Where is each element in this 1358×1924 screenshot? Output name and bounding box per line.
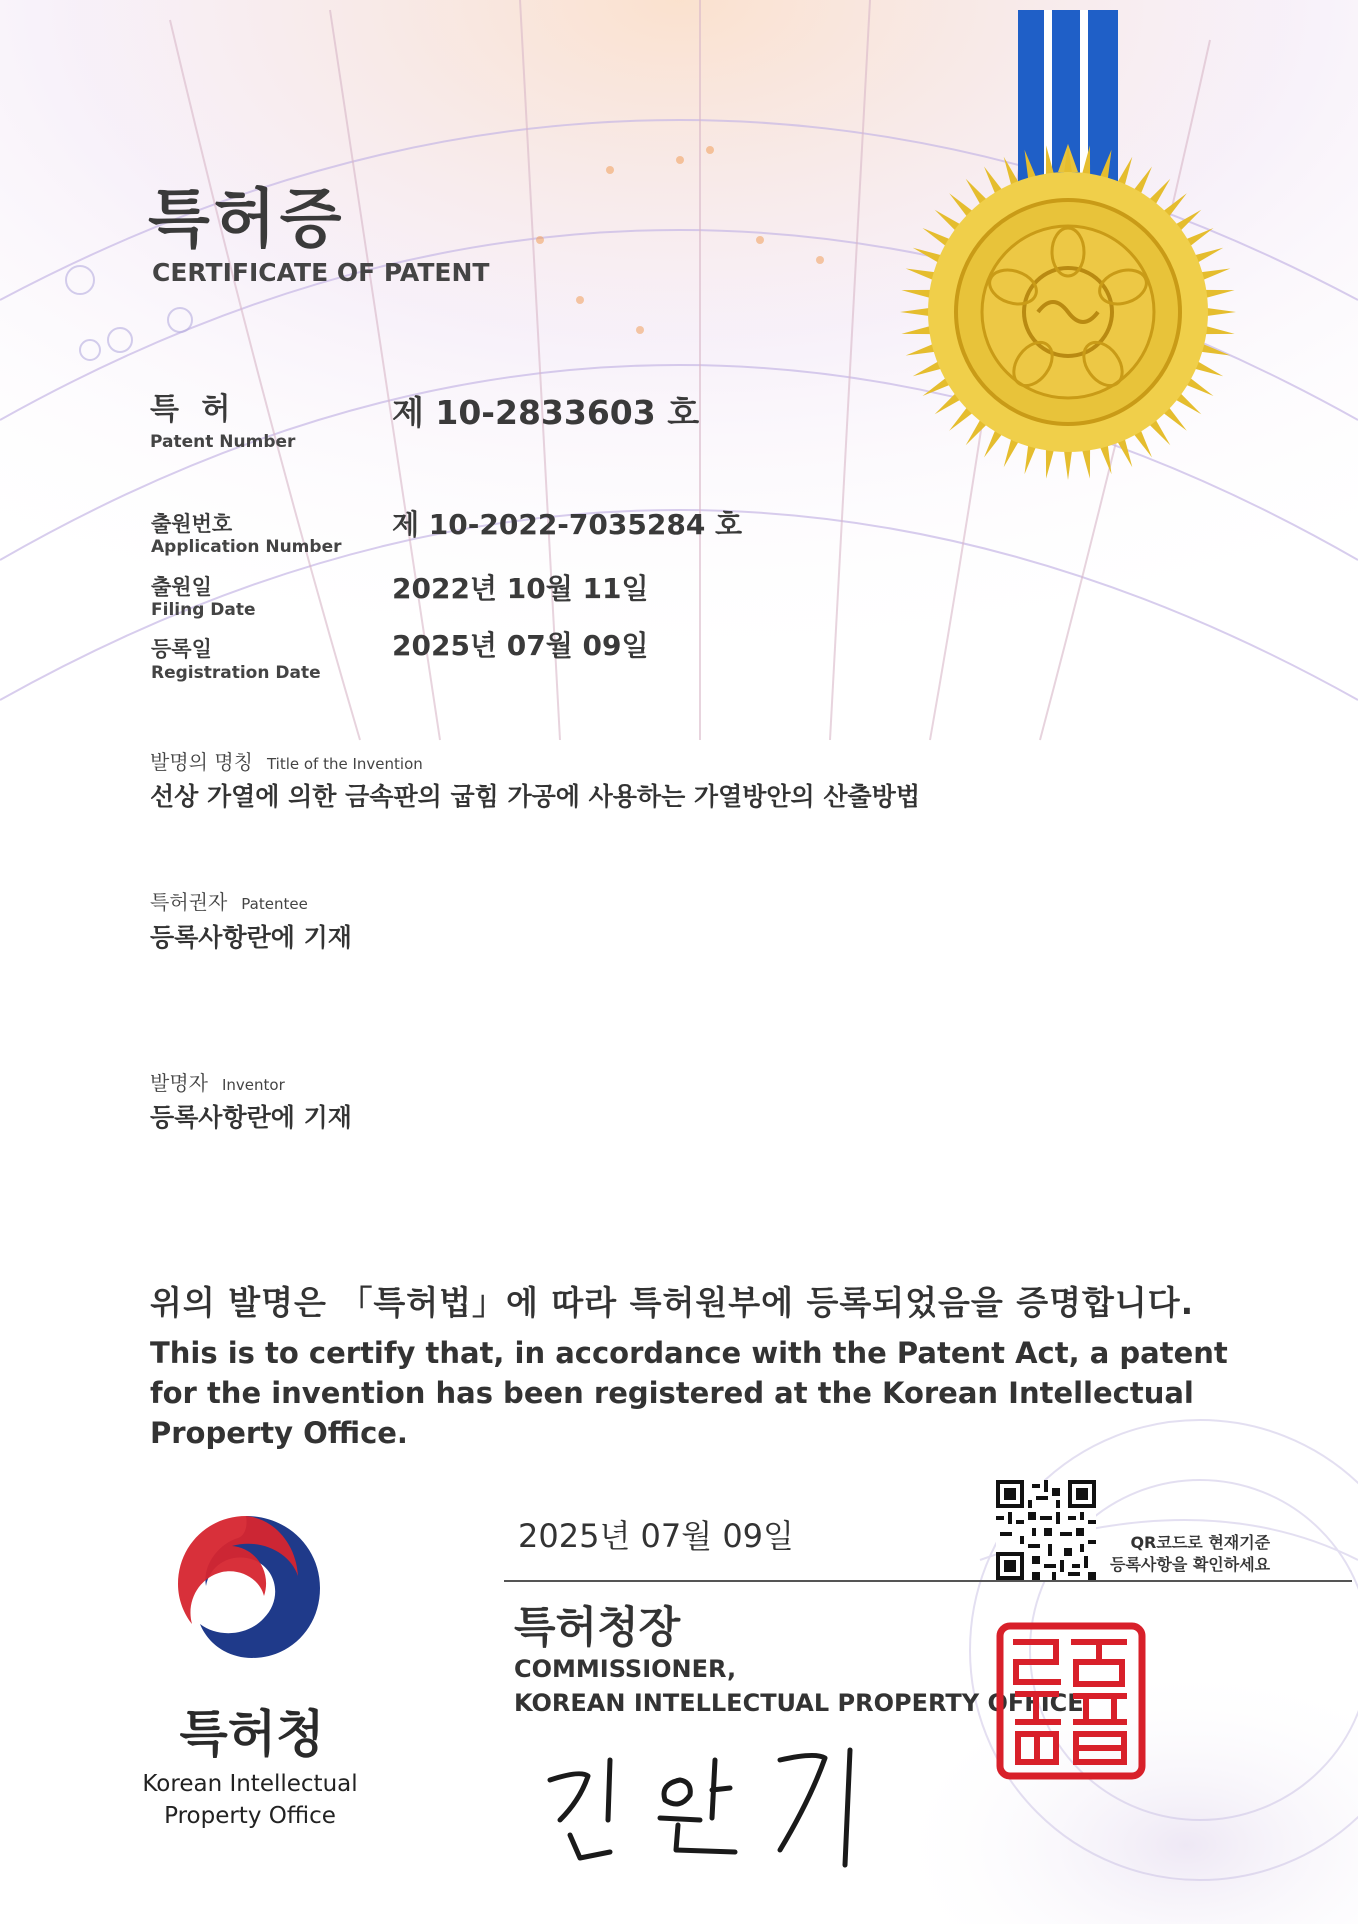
patent-number-value: 제 10-2833603 호 xyxy=(392,393,700,432)
registration-date-value: 2025년 07월 09일 xyxy=(392,629,649,662)
patentee-value: 등록사항란에 기재 xyxy=(150,923,352,952)
application-number-value: 제 10-2022-7035284 호 xyxy=(392,508,743,541)
patentee-label-en: Patentee xyxy=(241,895,308,913)
qr-instruction xyxy=(1110,1532,1270,1576)
patentee-label xyxy=(150,886,308,915)
commissioner-title-en-line2: KOREAN INTELLECTUAL PROPERTY OFFICE xyxy=(514,1689,1084,1717)
commissioner-title-ko: 특허청장 xyxy=(514,1603,681,1653)
certificate-title-en: CERTIFICATE OF PATENT xyxy=(152,258,490,287)
patent-number-label-en: Patent Number xyxy=(150,432,296,452)
patentee-label-ko: 특허권자 xyxy=(150,890,228,914)
commissioner-title-en-line1: COMMISSIONER, xyxy=(514,1655,737,1683)
invention-label-ko: 발명의 명칭 xyxy=(150,750,253,774)
filing-date-value: 2022년 10월 11일 xyxy=(392,572,649,605)
official-red-seal xyxy=(996,1622,1146,1780)
registration-date-label-en: Registration Date xyxy=(151,663,321,683)
qr-instruction-line2: 등록사항을 확인하세요 xyxy=(1110,1555,1271,1574)
filing-date-label-en: Filing Date xyxy=(151,600,256,620)
registration-date-label-ko: 등록일 xyxy=(151,637,212,661)
qr-code-icon[interactable] xyxy=(996,1480,1096,1580)
qr-instruction-line1: QR코드로 현재기준 xyxy=(1130,1533,1271,1552)
certification-text-en: This is to certify that, in accordance with the Patent Act, a patent for the invention has been registered at the Korean Intellectual Property Office. xyxy=(150,1336,1228,1450)
inventor-value: 등록사항란에 기재 xyxy=(150,1103,352,1132)
application-number-label-en: Application Number xyxy=(151,537,342,557)
patent-number-label-ko: 특 허 xyxy=(150,392,237,427)
application-number-label-ko: 출원번호 xyxy=(151,512,233,536)
inventor-label-en: Inventor xyxy=(221,1076,285,1094)
kipo-taegeuk-logo xyxy=(168,1508,330,1666)
filing-date-label-ko: 출원일 xyxy=(151,575,212,599)
gold-seal-medal xyxy=(890,0,1250,480)
certificate-title-ko: 특허증 xyxy=(148,183,346,257)
kipo-name-en: Korean Intellectual Property Office xyxy=(142,1771,358,1829)
inventor-label-ko: 발명자 xyxy=(150,1071,208,1095)
invention-label-en: Title of the Invention xyxy=(266,755,423,773)
kipo-name-ko: 특허청 xyxy=(179,1705,325,1763)
signature-rule xyxy=(504,1580,1352,1582)
invention-label xyxy=(150,746,423,775)
certification-text-ko: 위의 발명은 「특허법」에 따라 특허원부에 등록되었음을 증명합니다. xyxy=(150,1283,1195,1322)
issue-date: 2025년 07월 09일 xyxy=(518,1517,794,1555)
invention-title-value: 선상 가열에 의한 금속판의 굽힘 가공에 사용하는 가열방안의 산출방법 xyxy=(150,782,920,811)
inventor-label xyxy=(150,1067,285,1096)
commissioner-signature xyxy=(540,1740,880,1870)
